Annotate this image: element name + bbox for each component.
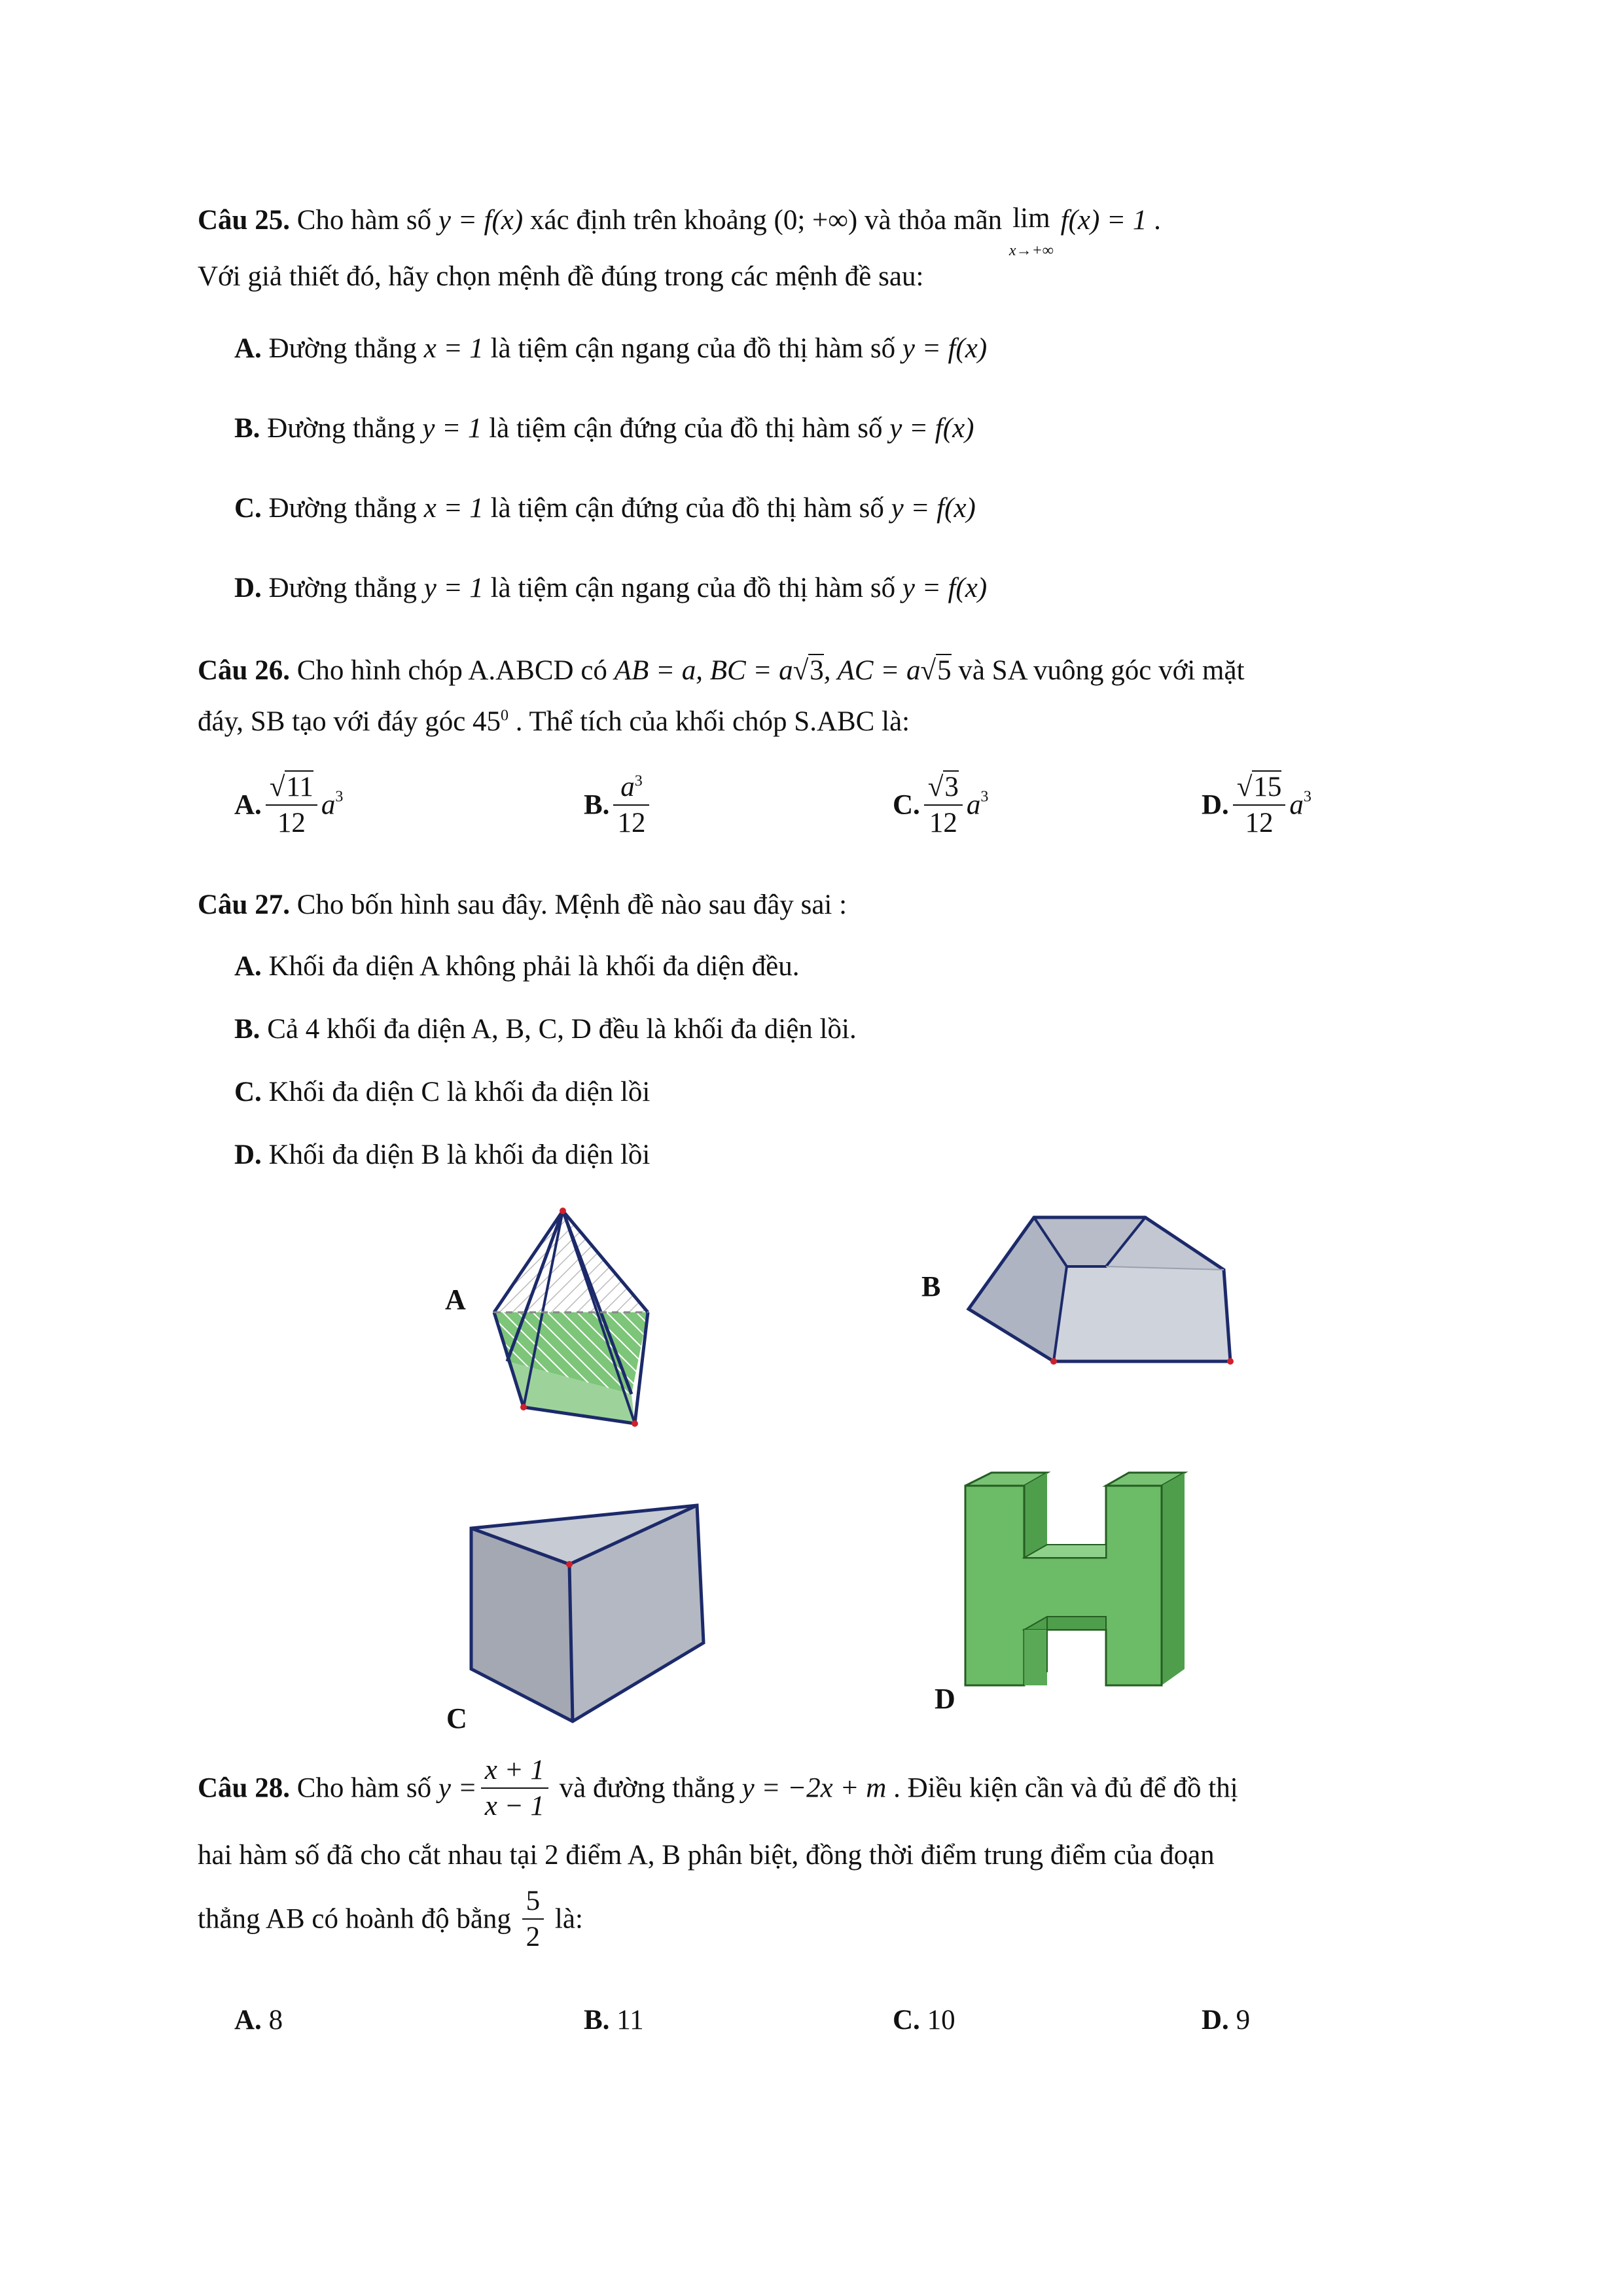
prism-polyhedron-icon	[432, 1479, 772, 1741]
figure-d-label: D	[935, 1683, 955, 1715]
figure-d	[910, 1460, 1250, 1734]
q26-option-d[interactable]: D. $\frac{√15}{12}$ $a^3$	[1202, 772, 1311, 838]
q26-option-a[interactable]: A. $\frac{√11}{12}$ $a^3$	[234, 772, 344, 838]
q26-line2: đáy, SB tạo với đáy góc $45^0$ . Thể tích của khối chóp S.ABC là:	[198, 706, 910, 737]
q27-line1: Câu 27. Cho bốn hình sau đây. Mệnh đề nào sau đây sai :	[198, 889, 847, 920]
q26-option-c[interactable]: C. $\frac{√3}{12}$ $a^3$	[893, 772, 989, 838]
q27-option-c[interactable]: C. Khối đa diện C là khối đa diện lồi	[234, 1077, 651, 1107]
q26-option-b[interactable]: B. $\frac{a^3}{12}$	[584, 771, 653, 839]
q27-option-d[interactable]: D. Khối đa diện B là khối đa diện lồi	[234, 1139, 651, 1170]
figure-a-label: A	[445, 1283, 466, 1316]
q28-option-b[interactable]: B. 11	[584, 2005, 644, 2036]
q26-line1: Câu 26. Cho hình chóp A.ABCD có AB = a, BC = a√3, AC = a√5 và SA vuông góc với mặt	[198, 655, 1245, 686]
h-shaped-polyhedron-icon	[910, 1460, 1250, 1734]
q28-line3: thẳng AB có hoành độ bằng $\frac{5}{2}$ là:	[198, 1886, 583, 1952]
q27-option-a[interactable]: A. Khối đa diện A không phải là khối đa diện đều.	[234, 951, 800, 982]
q25-limit: lim x→+∞	[1008, 203, 1054, 259]
q28-option-c[interactable]: C. 10	[893, 2005, 955, 2036]
figure-b-label: B	[921, 1270, 941, 1302]
figure-b	[910, 1204, 1250, 1401]
q28-option-a[interactable]: A. 8	[234, 2005, 283, 2036]
q25-option-a[interactable]: A. Đường thẳng x = 1 là tiệm cận ngang của đồ thị hàm số y = f(x)	[234, 333, 988, 364]
q27-label: Câu 27.	[198, 889, 290, 920]
figure-a	[432, 1198, 785, 1446]
q25-label: Câu 25.	[198, 205, 290, 236]
q25-line2: Với giả thiết đó, hãy chọn mệnh đề đúng trong các mệnh đề sau:	[198, 261, 924, 292]
q28-label: Câu 28.	[198, 1772, 290, 1804]
q25-option-d[interactable]: D. Đường thẳng y = 1 là tiệm cận ngang của đồ thị hàm số y = f(x)	[234, 573, 988, 603]
q28-option-d[interactable]: D. 9	[1202, 2005, 1251, 2036]
q28-line1: Câu 28. Cho hàm số y = $\frac{x + 1}{x - 1}$ và đường thẳng y = −2x + m . Điều kiện cần và đủ để đồ thị	[198, 1755, 1238, 1821]
figure-c	[432, 1479, 772, 1741]
q27-option-b[interactable]: B. Cả 4 khối đa diện A, B, C, D đều là khối đa diện lồi.	[234, 1014, 857, 1045]
figure-c-label: C	[446, 1702, 467, 1734]
pyramid-polyhedron-icon	[432, 1198, 785, 1446]
q28-line2: hai hàm số đã cho cắt nhau tại 2 điểm A, B phân biệt, đồng thời điểm trung điểm của đoạn	[198, 1840, 1215, 1871]
q28-fraction: $\frac{x + 1}{x - 1}$	[481, 1754, 548, 1822]
q25-option-b[interactable]: B. Đường thẳng y = 1 là tiệm cận đứng của đồ thị hàm số y = f(x)	[234, 413, 974, 444]
q25-option-c[interactable]: C. Đường thẳng x = 1 là tiệm cận đứng của đồ thị hàm số y = f(x)	[234, 493, 976, 524]
q26-label: Câu 26.	[198, 655, 290, 686]
frustum-polyhedron-icon	[910, 1204, 1250, 1401]
q25-line1: Câu 25. Cho hàm số y = f(x) xác định trên khoảng (0; +∞) và thỏa mãn lim x→+∞ f(x) = 1 .	[198, 203, 1161, 259]
